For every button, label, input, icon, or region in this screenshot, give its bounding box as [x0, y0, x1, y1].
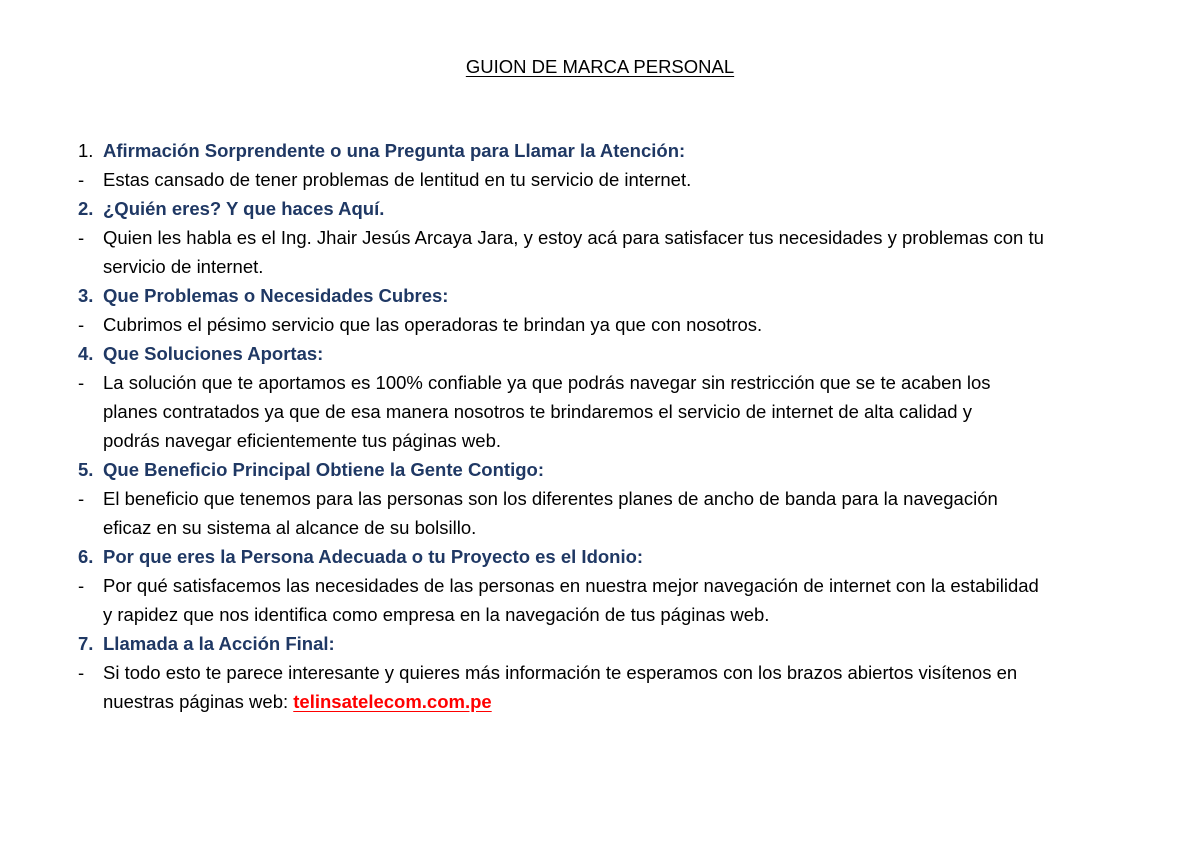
document-body	[78, 136, 1158, 716]
section-number: 5.	[78, 459, 94, 480]
section-heading-text: ¿Quién eres? Y que haces Aquí.	[103, 198, 385, 219]
bullet-dash: -	[78, 662, 85, 683]
website-link[interactable]: telinsatelecom.com.pe	[293, 691, 492, 712]
section-heading-7	[78, 629, 1158, 658]
document-title: GUION DE MARCA PERSONAL	[465, 56, 735, 77]
bullet-text: nuestras páginas web:	[103, 691, 294, 712]
bullet-dash: -	[78, 314, 85, 335]
bullet-dash: -	[78, 575, 85, 596]
section-number: 4.	[78, 343, 94, 364]
bullet-text: Estas cansado de tener problemas de lentitud en tu servicio de internet.	[103, 169, 692, 190]
bullet-continuation: y rapidez que nos identifica como empresa en la navegación de tus páginas web.	[103, 604, 770, 625]
bullet-text: Cubrimos el pésimo servicio que las operadoras te brindan ya que con nosotros.	[103, 314, 763, 335]
section-heading-6	[78, 542, 1158, 571]
section-heading-4	[78, 339, 1158, 368]
section-heading-3	[78, 281, 1158, 310]
section-bullet-4	[78, 368, 1158, 397]
section-number: 2.	[78, 198, 94, 219]
section-number: 7.	[78, 633, 94, 654]
bullet-continuation: servicio de internet.	[103, 256, 264, 277]
section-heading-text: Que Problemas o Necesidades Cubres:	[103, 285, 449, 306]
bullet-dash: -	[78, 372, 85, 393]
bullet-text: Quien les habla es el Ing. Jhair Jesús Arcaya Jara, y estoy acá para satisfacer tus necesidades y problemas con tu	[103, 227, 1044, 248]
section-heading-text: Que Soluciones Aportas:	[103, 343, 324, 364]
section-heading-5	[78, 455, 1158, 484]
section-number: 1.	[78, 140, 94, 161]
bullet-dash: -	[78, 227, 85, 248]
bullet-text: Si todo esto te parece interesante y quieres más información te esperamos con los brazos abiertos visítenos en	[103, 662, 1018, 683]
bullet-text: La solución que te aportamos es 100% confiable ya que podrás navegar sin restricción que se te acaben los	[103, 372, 991, 393]
section-heading-text: Que Beneficio Principal Obtiene la Gente Contigo:	[103, 459, 544, 480]
section-bullet-2	[78, 223, 1158, 252]
bullet-continuation: podrás navegar eficientemente tus páginas web.	[103, 430, 502, 451]
section-number: 3.	[78, 285, 94, 306]
section-number: 6.	[78, 546, 94, 567]
bullet-continuation	[78, 687, 1158, 716]
section-heading-1	[78, 136, 1158, 165]
bullet-dash: -	[78, 488, 85, 509]
section-bullet-6	[78, 571, 1158, 600]
bullet-text: El beneficio que tenemos para las personas son los diferentes planes de ancho de banda para la navegación	[103, 488, 998, 509]
bullet-dash: -	[78, 169, 85, 190]
bullet-continuation: planes contratados ya que de esa manera nosotros te brindaremos el servicio de internet de alta calidad y	[103, 401, 972, 422]
section-heading-text: Afirmación Sorprendente o una Pregunta para Llamar la Atención:	[103, 140, 686, 161]
bullet-continuation: eficaz en su sistema al alcance de su bolsillo.	[103, 517, 477, 538]
section-bullet-7	[78, 658, 1158, 687]
section-bullet-3	[78, 310, 1158, 339]
section-heading-2	[78, 194, 1158, 223]
bullet-text: Por qué satisfacemos las necesidades de las personas en nuestra mejor navegación de internet con la estabilidad	[103, 575, 1039, 596]
section-bullet-1	[78, 165, 1158, 194]
section-heading-text: Llamada a la Acción Final:	[103, 633, 335, 654]
section-heading-text: Por que eres la Persona Adecuada o tu Proyecto es el Idonio:	[103, 546, 644, 567]
section-bullet-5	[78, 484, 1158, 513]
